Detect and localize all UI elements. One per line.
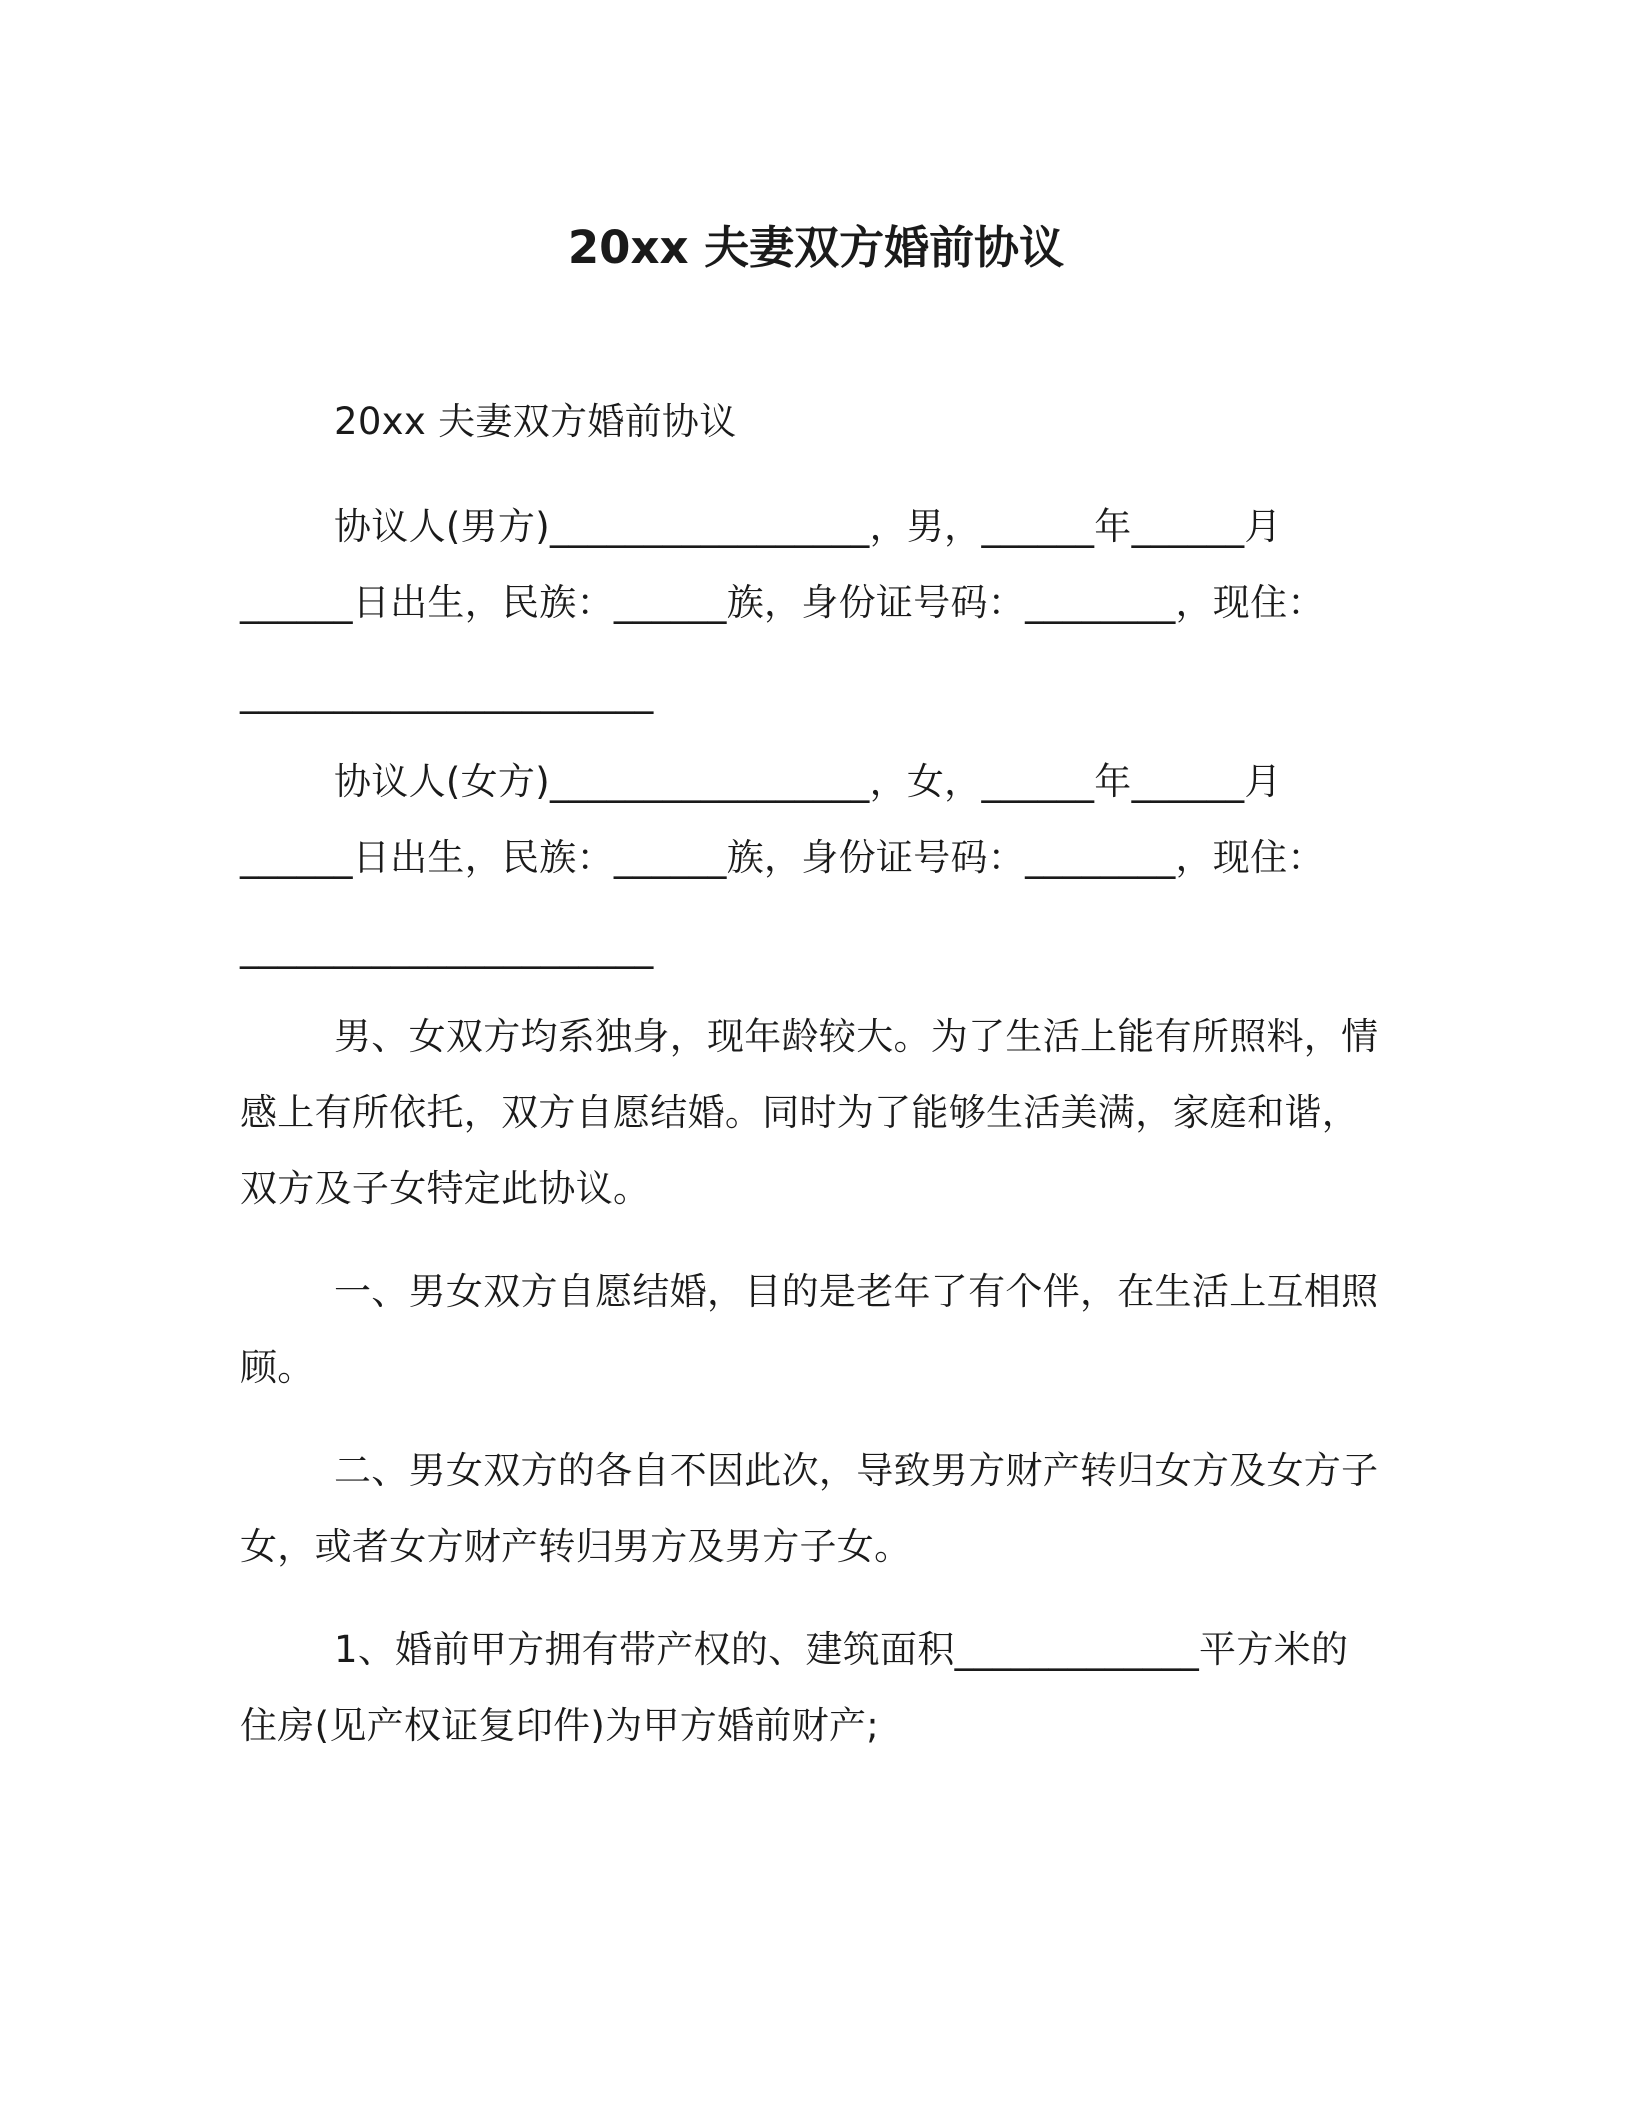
intro-paragraph-line-1: 男、女双方均系独身，现年龄较大。为了生活上能有所照料，情 [334, 1015, 1379, 1058]
female-party-line-1: 协议人(女方)_________________，女，______年______月 [334, 760, 1282, 803]
intro-paragraph-line-3: 双方及子女特定此协议。 [240, 1167, 651, 1210]
clause-1-line-2: 顾。 [240, 1346, 315, 1389]
intro-paragraph-line-2: 感上有所依托，双方自愿结婚。同时为了能够生活美满，家庭和谐， [240, 1091, 1359, 1134]
male-party-line-1: 协议人(男方)_________________，男，______年______月 [334, 505, 1282, 548]
female-party-line-3: ______________________ [240, 926, 654, 969]
subtitle-line: 20xx 夫妻双方婚前协议 [334, 400, 737, 443]
male-party-line-2: ______日出生，民族：______族，身份证号码：________，现住： [240, 581, 1325, 624]
item-1-line-1: 1、婚前甲方拥有带产权的、建筑面积_____________平方米的 [334, 1628, 1349, 1671]
document-title: 20xx 夫妻双方婚前协议 [567, 221, 1065, 274]
clause-2-line-1: 二、男女双方的各自不因此次，导致男方财产转归女方及女方子 [334, 1449, 1379, 1492]
male-party-line-3: ______________________ [240, 671, 654, 714]
female-party-line-2: ______日出生，民族：______族，身份证号码：________，现住： [240, 836, 1325, 879]
item-1-line-2: 住房(见产权证复印件)为甲方婚前财产; [240, 1704, 880, 1747]
clause-2-line-2: 女，或者女方财产转归男方及男方子女。 [240, 1525, 912, 1568]
clause-1-line-1: 一、男女双方自愿结婚，目的是老年了有个伴，在生活上互相照 [334, 1270, 1379, 1313]
